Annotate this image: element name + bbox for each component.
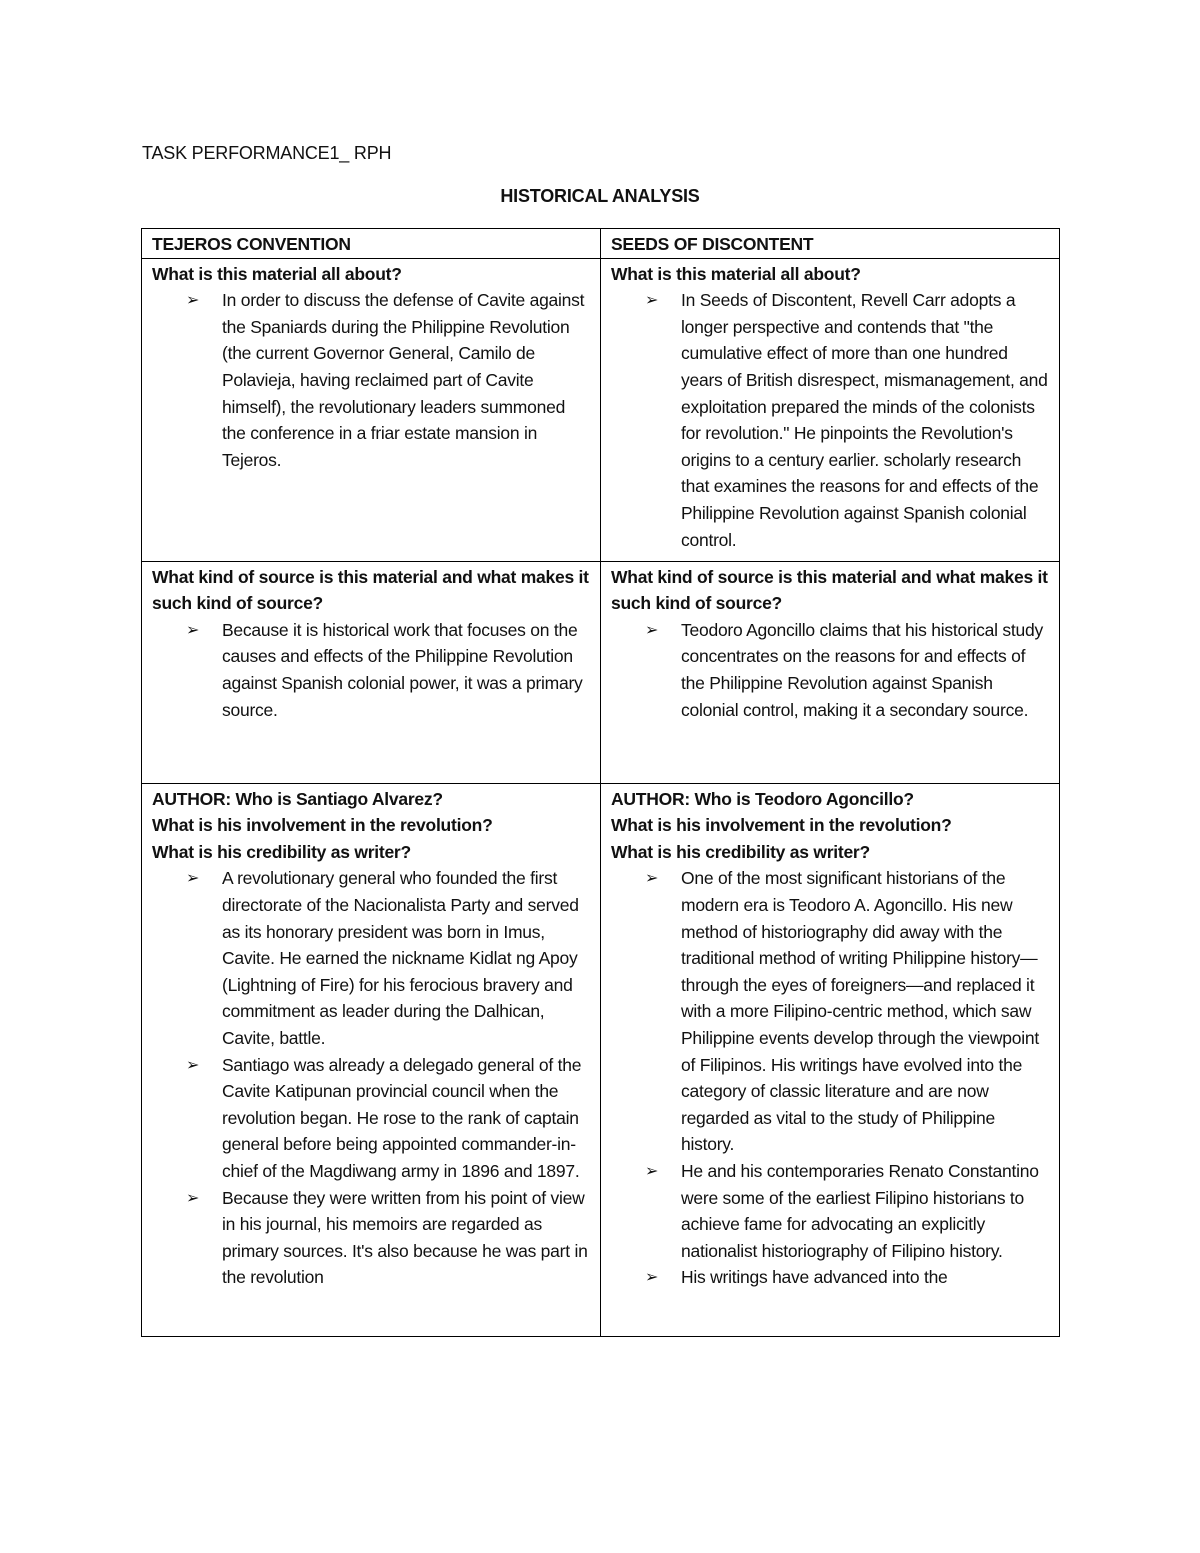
document-header: TASK PERFORMANCE1_ RPH (142, 143, 392, 163)
bullet-point: ➢ Teodoro Agoncillo claims that his historical study concentrates on the reasons for and effects of the Philippine Revolution against Spanish colonial control, making it a secondary source. (681, 617, 1051, 723)
bullet-point: ➢ A revolutionary general who founded the first directorate of the Nacionalista Party and served as its honorary president was born in Imus, Cavite. He earned the nickname Kidlat ng Apoy (Lightning of Fire) for his ferocious bravery and commitment as leader during the Dalhican, Cavite, battle. (222, 865, 592, 1051)
bullet-list (152, 865, 592, 1291)
table-cell (142, 783, 601, 1336)
column-header-tejeros: TEJEROS CONVENTION (142, 229, 601, 259)
bullet-point: ➢ He and his contemporaries Renato Constantino were some of the earliest Filipino historians to achieve fame for advocating an explicitly nationalist historiography of Filipino history. (681, 1158, 1051, 1264)
bullet-list (152, 617, 592, 723)
analysis-table (141, 228, 1060, 1337)
bullet-point: ➢ Because they were written from his point of view in his journal, his memoirs are regarded as primary sources. It's also because he was part in the revolution (222, 1185, 592, 1291)
bullet-point: ➢ Because it is historical work that focuses on the causes and effects of the Philippine Revolution against Spanish colonial power, it was a primary source. (222, 617, 592, 723)
bullet-list (611, 865, 1051, 1291)
question: What is this material all about? (152, 263, 402, 284)
table-header-row (142, 229, 1060, 259)
table-cell (601, 258, 1060, 561)
bullet-point: ➢ Santiago was already a delegado general of the Cavite Katipunan provincial council when the revolution began. He rose to the rank of captain general before being appointed commander-in-chief of the Magdiwang army in 1896 and 1897. (222, 1052, 592, 1185)
question: What is this material all about? (611, 263, 861, 284)
bullet-point: ➢ In Seeds of Discontent, Revell Carr adopts a longer perspective and contends that "the cumulative effect of more than one hundred years of British disrespect, mismanagement, and exploitation prepared the minds of the colonists for revolution." He pinpoints the Revolution's origins to a century earlier. scholarly research that examines the reasons for and effects of the Philippine Revolution against Spanish colonial control. (681, 287, 1051, 553)
table-cell (601, 783, 1060, 1336)
question: AUTHOR: Who is Teodoro Agoncillo? (611, 788, 914, 809)
question: What is his credibility as writer? (152, 841, 411, 862)
column-header-seeds: SEEDS OF DISCONTENT (601, 229, 1060, 259)
bullet-point: ➢ One of the most significant historians of the modern era is Teodoro A. Agoncillo. His new method of historiography did away with the traditional method of writing Philippine history—through the eyes of foreigners—and replaced it with a more Filipino-centric method, which saw Philippine events develop through the viewpoint of Filipinos. His writings have evolved into the category of classic literature and are now regarded as vital to the study of Philippine history. (681, 865, 1051, 1158)
table-cell (601, 561, 1060, 783)
question: What kind of source is this material and what makes it such kind of source? (611, 566, 1048, 614)
table-cell (142, 258, 601, 561)
bullet-point: ➢ His writings have advanced into the (681, 1264, 1051, 1291)
table-cell (142, 561, 601, 783)
bullet-list (152, 287, 592, 473)
question: What kind of source is this material and what makes it such kind of source? (152, 566, 589, 614)
bullet-list (611, 617, 1051, 723)
question: AUTHOR: Who is Santiago Alvarez? (152, 788, 443, 809)
question: What is his credibility as writer? (611, 841, 870, 862)
question: What is his involvement in the revolution? (611, 815, 952, 836)
document-title: HISTORICAL ANALYSIS (500, 186, 700, 206)
bullet-list (611, 287, 1051, 553)
table-row (142, 258, 1060, 561)
question: What is his involvement in the revolution? (152, 815, 493, 836)
table-row (142, 783, 1060, 1336)
table-row (142, 561, 1060, 783)
bullet-point: ➢ In order to discuss the defense of Cavite against the Spaniards during the Philippine Revolution (the current Governor General, Camilo de Polavieja, having reclaimed part of Cavite himself), the revolutionary leaders summoned the conference in a friar estate mansion in Tejeros. (222, 287, 592, 473)
